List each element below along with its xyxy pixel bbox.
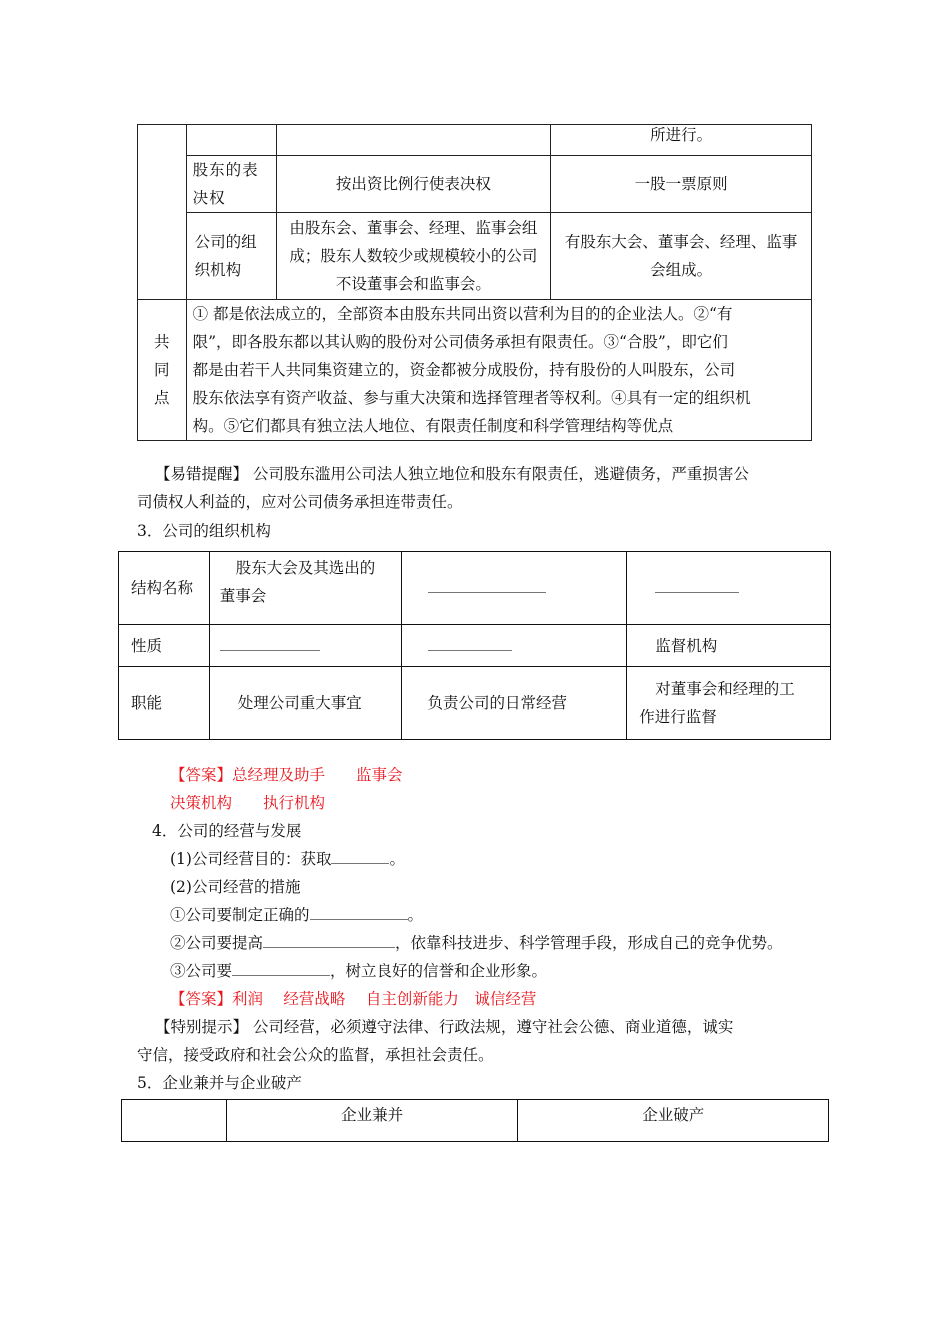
answer-line: 【答案】利润 经营战略 自主创新能力 诚信经营 bbox=[170, 990, 537, 1008]
tip-line: 【特别提示】 公司经营，必须遵守法律、行政法规，遵守社会公德、商业道德，诚实 bbox=[155, 1018, 734, 1036]
blank-cell bbox=[186, 125, 276, 156]
answer-line: 【答案】总经理及助手 监事会 bbox=[170, 766, 403, 784]
blank-cell bbox=[122, 1100, 227, 1142]
row-label: 职能 bbox=[119, 667, 210, 740]
company-comparison-table bbox=[137, 124, 812, 441]
warning-line: 【易错提醒】 公司股东滥用公司法人独立地位和股东有限责任，逃避债务，严重损害公 bbox=[155, 465, 749, 483]
tip-line: 守信，接受政府和社会公众的监督，承担社会责任。 bbox=[137, 1046, 494, 1064]
answer-blank bbox=[401, 552, 627, 625]
warning-line: 司债权人利益的，应对公司债务承担连带责任。 bbox=[137, 493, 463, 511]
answer-blank bbox=[209, 625, 401, 667]
question-line: ②公司要提高 ，依靠科技进步、科学管理手段，形成自己的竞争优势。 bbox=[170, 929, 783, 957]
table-cell: 处理公司重大事宜 bbox=[209, 667, 401, 740]
common-points-text: ① 都是依法成立的，全部资本由股东共同出资以营利为目的的企业法人。②“有 限”，即各股东都以其认购的股份对公司债务承担有限责任。③“合股”，即它们 都是由若干人共同集资建立的，资金都被分成股份，持有股份的人叫股东，公司 股东依法享有资产收益、参与重大决策和选择管理者等权利。④具有一定的组织机 构。⑤它们都具有独立法人地位、有限责任制度和科学管理结构等优点 bbox=[186, 300, 811, 441]
table-row bbox=[138, 300, 812, 441]
column-header: 企业兼并 bbox=[226, 1100, 518, 1142]
section-heading: 3．公司的组织机构 bbox=[137, 522, 271, 540]
merger-bankruptcy-table bbox=[121, 1099, 829, 1142]
row-label: 结构名称 bbox=[119, 552, 210, 625]
answer-blank bbox=[331, 847, 389, 864]
answer-line: 决策机构 执行机构 bbox=[170, 794, 326, 812]
table-row bbox=[138, 156, 812, 213]
table-row bbox=[119, 667, 831, 740]
table-cell: 由股东会、董事会、经理、监事会组成；股东人数较少或规模较小的公司不设董事会和监事会。 bbox=[276, 213, 551, 300]
question-line: ③公司要 ，树立良好的信誉和企业形象。 bbox=[170, 957, 547, 985]
question-line: ①公司要制定正确的 。 bbox=[170, 901, 423, 929]
answer-blank bbox=[401, 625, 627, 667]
common-points-label: 共 同 点 bbox=[138, 300, 187, 441]
answer-blank bbox=[627, 552, 831, 625]
blank-cell bbox=[276, 125, 551, 156]
table-cell: 所进行。 bbox=[551, 125, 812, 156]
question-line: (1)公司经营目的：获取 。 bbox=[170, 845, 405, 873]
table-cell: 股东大会及其选出的 董事会 bbox=[209, 552, 401, 625]
org-structure-table bbox=[118, 551, 831, 740]
blank-cell bbox=[138, 125, 187, 300]
table-cell: 按出资比例行使表决权 bbox=[276, 156, 551, 213]
row-label: 性质 bbox=[119, 625, 210, 667]
table-row bbox=[122, 1100, 829, 1142]
section-heading: 5．企业兼并与企业破产 bbox=[137, 1074, 302, 1092]
row-label: 股东的表决权 bbox=[186, 156, 276, 213]
table-row bbox=[138, 213, 812, 300]
section-heading: 4．公司的经营与发展 bbox=[152, 822, 302, 840]
question-line: (2)公司经营的措施 bbox=[170, 878, 301, 896]
answer-blank bbox=[310, 903, 408, 920]
table-cell: 对董事会和经理的工 作进行监督 bbox=[627, 667, 831, 740]
row-label: 公司的组织机构 bbox=[186, 213, 276, 300]
table-row bbox=[138, 125, 812, 156]
table-cell: 监督机构 bbox=[627, 625, 831, 667]
table-cell: 一股一票原则 bbox=[551, 156, 812, 213]
answer-blank bbox=[232, 959, 330, 976]
column-header: 企业破产 bbox=[518, 1100, 829, 1142]
table-cell: 有股东大会、董事会、经理、监事会组成。 bbox=[551, 213, 812, 300]
table-cell: 负责公司的日常经营 bbox=[401, 667, 627, 740]
table-row bbox=[119, 625, 831, 667]
table-row bbox=[119, 552, 831, 625]
answer-blank bbox=[263, 931, 395, 948]
